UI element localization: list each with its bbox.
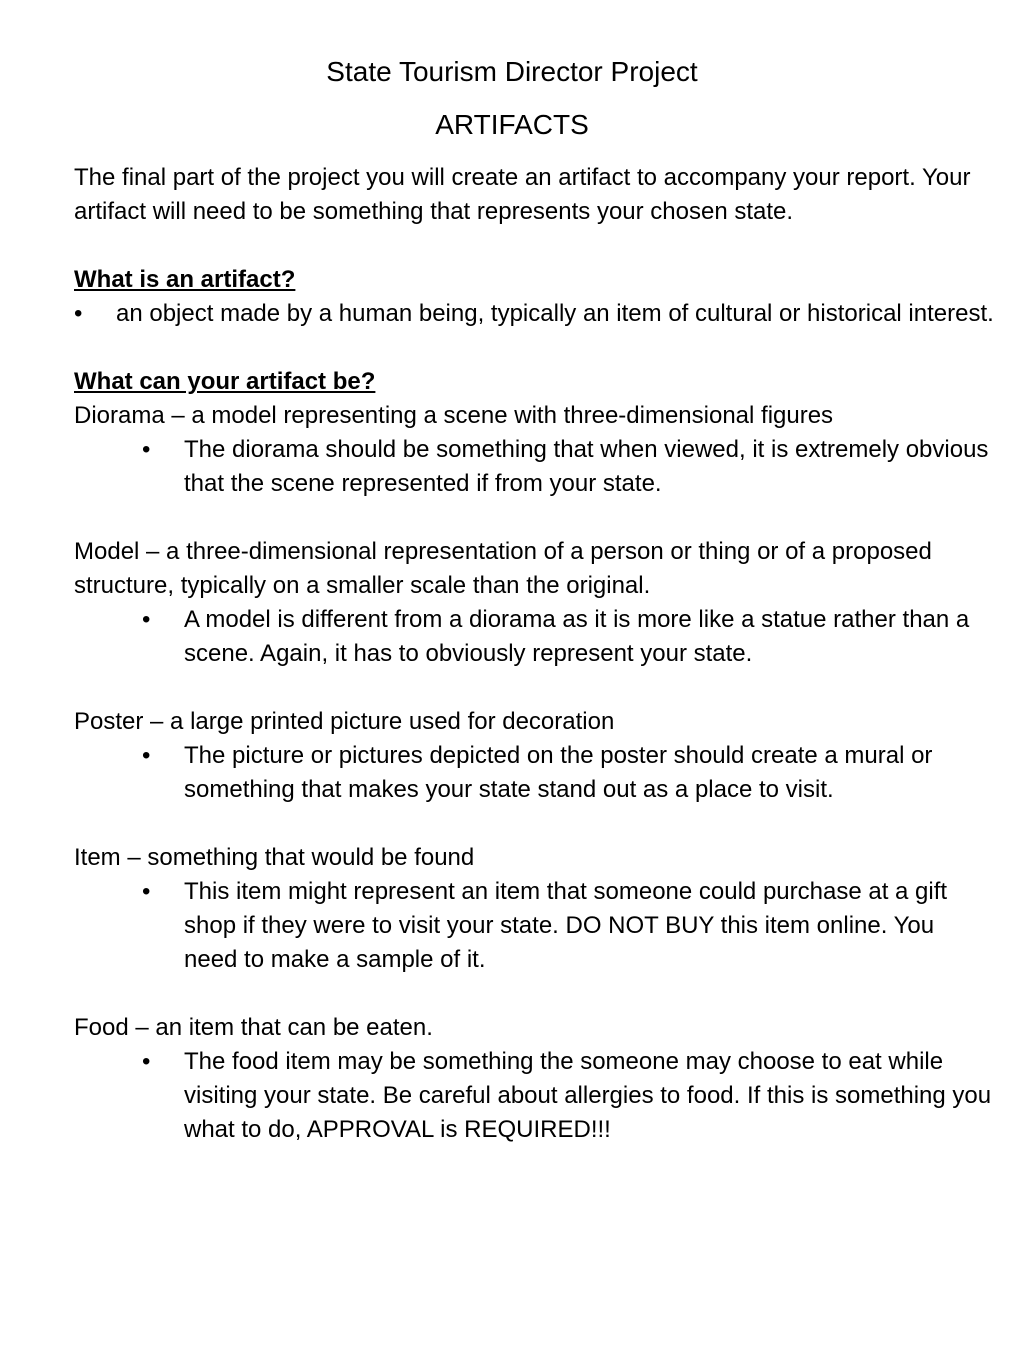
artifact-detail-bullet bbox=[74, 1045, 994, 1147]
definition-bullet bbox=[74, 297, 994, 331]
artifact-type-food bbox=[74, 1011, 994, 1147]
definition-text: an object made by a human being, typically an item of cultural or historical interest. bbox=[116, 300, 994, 327]
what-is-heading: What is an artifact? bbox=[74, 266, 296, 293]
artifact-definition: Diorama – a model representing a scene with three-dimensional figures bbox=[74, 402, 834, 429]
artifact-detail: The picture or pictures depicted on the poster should create a mural or something that makes your state stand out as a place to visit. bbox=[184, 742, 933, 803]
bullet-icon: • bbox=[142, 1048, 151, 1075]
document-body bbox=[74, 161, 994, 1147]
artifact-type-item bbox=[74, 841, 994, 977]
artifact-definition: Food – an item that can be eaten. bbox=[74, 1014, 433, 1041]
artifact-definition: Model – a three-dimensional representation of a person or thing or of a proposed structure, typically on a smaller scale than the original. bbox=[74, 538, 932, 599]
artifact-type-poster bbox=[74, 705, 994, 807]
page-subtitle: ARTIFACTS bbox=[435, 109, 589, 140]
bullet-icon: • bbox=[142, 878, 151, 905]
artifact-detail: A model is different from a diorama as it is more like a statue rather than a scene. Again, it has to obviously represent your state. bbox=[184, 606, 970, 667]
intro-paragraph: The final part of the project you will create an artifact to accompany your report. Your artifact will need to be something that represents your chosen state. bbox=[74, 164, 971, 225]
artifact-type-model bbox=[74, 535, 994, 671]
artifact-definition: Item – something that would be found bbox=[74, 844, 475, 871]
bullet-icon: • bbox=[142, 606, 151, 633]
what-can-heading: What can your artifact be? bbox=[74, 368, 376, 395]
artifact-detail: The diorama should be something that when viewed, it is extremely obvious that the scene represented if from your state. bbox=[184, 436, 989, 497]
artifact-detail-bullet bbox=[74, 433, 994, 501]
artifact-detail: The food item may be something the someone may choose to eat while visiting your state. Be careful about allergies to food. If this is something you what to do, APPROVAL is REQUIRED!!! bbox=[184, 1048, 992, 1143]
artifact-detail: This item might represent an item that someone could purchase at a gift shop if they were to visit your state. DO NOT BUY this item online. You need to make a sample of it. bbox=[184, 878, 948, 973]
artifact-detail-bullet bbox=[74, 603, 994, 671]
bullet-icon: • bbox=[142, 436, 151, 463]
page-title: State Tourism Director Project bbox=[326, 56, 698, 87]
artifact-detail-bullet bbox=[74, 875, 994, 977]
bullet-icon: • bbox=[74, 300, 83, 327]
artifact-type-diorama bbox=[74, 399, 994, 501]
bullet-icon: • bbox=[142, 742, 151, 769]
artifact-detail-bullet bbox=[74, 739, 994, 807]
artifact-definition: Poster – a large printed picture used for decoration bbox=[74, 708, 615, 735]
